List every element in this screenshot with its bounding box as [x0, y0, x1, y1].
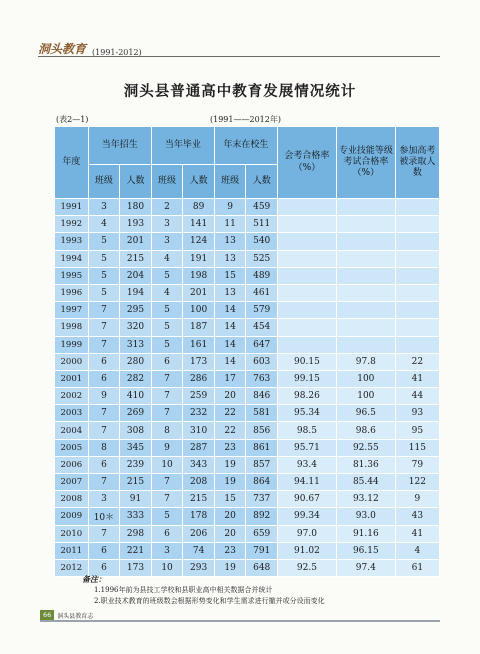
- year-cell: 1998: [55, 319, 89, 336]
- admitted-cell: 44: [395, 388, 439, 405]
- end-classes-cell: 15: [214, 267, 246, 284]
- end-people-cell: 603: [246, 353, 278, 370]
- enroll-people-cell: 298: [120, 525, 152, 542]
- skill-rate-cell: 93.0: [336, 508, 395, 525]
- end-people-cell: 659: [246, 525, 278, 542]
- skill-rate-cell: [336, 250, 395, 267]
- year-cell: 2000: [55, 353, 89, 370]
- skill-rate-cell: 98.6: [336, 422, 395, 439]
- exam-rate-cell: [277, 284, 336, 301]
- skill-rate-cell: 100: [336, 370, 395, 387]
- notes-label: 备注：: [82, 574, 106, 584]
- enroll-people-cell: 308: [120, 422, 152, 439]
- year-cell: 1991: [55, 199, 89, 216]
- grad-classes-cell: 7: [151, 474, 183, 491]
- end-classes-cell: 22: [214, 405, 246, 422]
- end-people-cell: 454: [246, 319, 278, 336]
- table-row: [55, 250, 440, 267]
- end-classes-cell: 9: [214, 199, 246, 216]
- end-people-cell: 763: [246, 370, 278, 387]
- grad-people-cell: 191: [183, 250, 215, 267]
- year-cell: 2007: [55, 474, 89, 491]
- grad-classes-cell: 4: [151, 284, 183, 301]
- table-row: [55, 525, 440, 542]
- exam-rate-cell: 99.34: [277, 508, 336, 525]
- admitted-cell: [395, 199, 439, 216]
- exam-rate-cell: 98.26: [277, 388, 336, 405]
- grad-people-cell: 215: [183, 491, 215, 508]
- end-classes-cell: 14: [214, 302, 246, 319]
- enroll-people-cell: 193: [120, 216, 152, 233]
- end-people-cell: 581: [246, 405, 278, 422]
- end-classes-cell: 13: [214, 233, 246, 250]
- end-people-cell: 856: [246, 422, 278, 439]
- header-graduation: 当年毕业: [151, 127, 214, 165]
- end-classes-cell: 23: [214, 542, 246, 559]
- enroll-people-cell: 345: [120, 439, 152, 456]
- enroll-classes-cell: 5: [88, 267, 120, 284]
- end-classes-cell: 20: [214, 525, 246, 542]
- enroll-people-cell: 239: [120, 456, 152, 473]
- exam-rate-cell: [277, 267, 336, 284]
- grad-people-cell: 208: [183, 474, 215, 491]
- subheader-people: 人数: [183, 165, 215, 199]
- grad-classes-cell: 5: [151, 336, 183, 353]
- exam-rate-cell: 95.71: [277, 439, 336, 456]
- table-row: [55, 474, 440, 491]
- header-exam-pass-rate: 会考合格率（%）: [277, 127, 336, 199]
- admitted-cell: 43: [395, 508, 439, 525]
- enroll-classes-cell: 3: [88, 199, 120, 216]
- header-skill-pass-rate: 专业技能等级考试合格率（%）: [336, 127, 395, 199]
- exam-rate-cell: 90.67: [277, 491, 336, 508]
- enroll-people-cell: 204: [120, 267, 152, 284]
- enroll-classes-cell: 6: [88, 456, 120, 473]
- grad-classes-cell: 9: [151, 439, 183, 456]
- enroll-classes-cell: 7: [88, 405, 120, 422]
- year-cell: 2010: [55, 525, 89, 542]
- end-people-cell: 459: [246, 199, 278, 216]
- year-cell: 2001: [55, 370, 89, 387]
- skill-rate-cell: 93.12: [336, 491, 395, 508]
- admitted-cell: [395, 302, 439, 319]
- end-people-cell: 461: [246, 284, 278, 301]
- table-row: [55, 491, 440, 508]
- skill-rate-cell: 97.8: [336, 353, 395, 370]
- end-classes-cell: 14: [214, 319, 246, 336]
- grad-people-cell: 124: [183, 233, 215, 250]
- end-classes-cell: 23: [214, 439, 246, 456]
- enroll-people-cell: 221: [120, 542, 152, 559]
- end-people-cell: 892: [246, 508, 278, 525]
- header-brand: 洞头教育: [38, 42, 87, 56]
- year-cell: 2003: [55, 405, 89, 422]
- grad-classes-cell: 4: [151, 250, 183, 267]
- enroll-people-cell: 410: [120, 388, 152, 405]
- end-people-cell: 647: [246, 336, 278, 353]
- skill-rate-cell: 81.36: [336, 456, 395, 473]
- enroll-classes-cell: 7: [88, 422, 120, 439]
- end-classes-cell: 20: [214, 508, 246, 525]
- skill-rate-cell: 96.5: [336, 405, 395, 422]
- enroll-classes-cell: 6: [88, 353, 120, 370]
- enroll-classes-cell: 6: [88, 559, 120, 576]
- grad-classes-cell: 8: [151, 422, 183, 439]
- enroll-people-cell: 280: [120, 353, 152, 370]
- exam-rate-cell: 93.4: [277, 456, 336, 473]
- exam-rate-cell: [277, 199, 336, 216]
- end-classes-cell: 13: [214, 250, 246, 267]
- page-title: 洞头县普通高中教育发展情况统计: [123, 83, 357, 100]
- skill-rate-cell: [336, 302, 395, 319]
- header-admitted-count: 参加高考被录取人数: [395, 127, 439, 199]
- exam-rate-cell: [277, 302, 336, 319]
- enroll-classes-cell: 5: [88, 233, 120, 250]
- grad-people-cell: 178: [183, 508, 215, 525]
- grad-classes-cell: 5: [151, 319, 183, 336]
- skill-rate-cell: [336, 233, 395, 250]
- table-row: [55, 319, 440, 336]
- grad-people-cell: 286: [183, 370, 215, 387]
- year-cell: 1996: [55, 284, 89, 301]
- table-row: [55, 267, 440, 284]
- enroll-classes-cell: 5: [88, 284, 120, 301]
- grad-classes-cell: 6: [151, 525, 183, 542]
- enroll-classes-cell: 3: [88, 491, 120, 508]
- page-footer: [40, 610, 93, 620]
- table-row: [55, 422, 440, 439]
- enroll-classes-cell: 10＊: [88, 508, 120, 525]
- admitted-cell: 95: [395, 422, 439, 439]
- grad-people-cell: 232: [183, 405, 215, 422]
- enroll-people-cell: 194: [120, 284, 152, 301]
- year-cell: 2004: [55, 422, 89, 439]
- enroll-people-cell: 215: [120, 474, 152, 491]
- grad-classes-cell: 5: [151, 302, 183, 319]
- end-people-cell: 489: [246, 267, 278, 284]
- grad-people-cell: 287: [183, 439, 215, 456]
- enroll-people-cell: 215: [120, 250, 152, 267]
- skill-rate-cell: [336, 336, 395, 353]
- admitted-cell: 4: [395, 542, 439, 559]
- admitted-cell: [395, 250, 439, 267]
- enroll-people-cell: 313: [120, 336, 152, 353]
- skill-rate-cell: 91.16: [336, 525, 395, 542]
- header-year: 年度: [55, 127, 89, 199]
- admitted-cell: [395, 284, 439, 301]
- table-row: [55, 405, 440, 422]
- grad-people-cell: 198: [183, 267, 215, 284]
- admitted-cell: [395, 216, 439, 233]
- admitted-cell: [395, 233, 439, 250]
- admitted-cell: 93: [395, 405, 439, 422]
- table-row: [55, 542, 440, 559]
- skill-rate-cell: [336, 319, 395, 336]
- admitted-cell: [395, 319, 439, 336]
- admitted-cell: [395, 267, 439, 284]
- enroll-classes-cell: 6: [88, 542, 120, 559]
- grad-people-cell: 74: [183, 542, 215, 559]
- end-people-cell: 737: [246, 491, 278, 508]
- year-cell: 2012: [55, 559, 89, 576]
- exam-rate-cell: [277, 216, 336, 233]
- year-cell: 2005: [55, 439, 89, 456]
- enroll-classes-cell: 4: [88, 216, 120, 233]
- grad-classes-cell: 3: [151, 216, 183, 233]
- end-classes-cell: 19: [214, 456, 246, 473]
- admitted-cell: 41: [395, 370, 439, 387]
- end-people-cell: 511: [246, 216, 278, 233]
- end-people-cell: 846: [246, 388, 278, 405]
- subheader-classes: 班级: [151, 165, 183, 199]
- table-row: [55, 353, 440, 370]
- admitted-cell: [395, 336, 439, 353]
- grad-classes-cell: 6: [151, 353, 183, 370]
- table-row: [55, 456, 440, 473]
- grad-classes-cell: 5: [151, 267, 183, 284]
- exam-rate-cell: [277, 233, 336, 250]
- grad-classes-cell: 2: [151, 199, 183, 216]
- end-classes-cell: 19: [214, 559, 246, 576]
- admitted-cell: 115: [395, 439, 439, 456]
- end-people-cell: 864: [246, 474, 278, 491]
- subheader-classes: 班级: [88, 165, 120, 199]
- exam-rate-cell: [277, 336, 336, 353]
- exam-rate-cell: 91.02: [277, 542, 336, 559]
- enroll-classes-cell: 6: [88, 370, 120, 387]
- enroll-classes-cell: 7: [88, 302, 120, 319]
- enroll-people-cell: 333: [120, 508, 152, 525]
- year-cell: 1995: [55, 267, 89, 284]
- exam-rate-cell: 95.34: [277, 405, 336, 422]
- admitted-cell: 61: [395, 559, 439, 576]
- table-row: [55, 233, 440, 250]
- enroll-classes-cell: 7: [88, 319, 120, 336]
- enroll-classes-cell: 8: [88, 439, 120, 456]
- end-classes-cell: 11: [214, 216, 246, 233]
- header-enrollment: 当年招生: [88, 127, 151, 165]
- enroll-people-cell: 91: [120, 491, 152, 508]
- table-row: [55, 508, 440, 525]
- table-row: [55, 199, 440, 216]
- exam-rate-cell: 97.0: [277, 525, 336, 542]
- footer-divider: [40, 620, 440, 622]
- enroll-people-cell: 269: [120, 405, 152, 422]
- end-classes-cell: 14: [214, 353, 246, 370]
- enroll-classes-cell: 7: [88, 474, 120, 491]
- table-body: [55, 199, 440, 577]
- year-cell: 2006: [55, 456, 89, 473]
- enroll-classes-cell: 7: [88, 336, 120, 353]
- table-row: [55, 439, 440, 456]
- enroll-people-cell: 320: [120, 319, 152, 336]
- skill-rate-cell: 85.44: [336, 474, 395, 491]
- header-years: (1991-2012): [92, 48, 142, 57]
- grad-classes-cell: 7: [151, 370, 183, 387]
- skill-rate-cell: [336, 267, 395, 284]
- grad-people-cell: 206: [183, 525, 215, 542]
- table-row: [55, 388, 440, 405]
- exam-rate-cell: [277, 319, 336, 336]
- admitted-cell: 122: [395, 474, 439, 491]
- admitted-cell: 41: [395, 525, 439, 542]
- end-people-cell: 791: [246, 542, 278, 559]
- table-row: [55, 370, 440, 387]
- grad-classes-cell: 10: [151, 559, 183, 576]
- page-header: [38, 40, 142, 57]
- skill-rate-cell: 100: [336, 388, 395, 405]
- grad-classes-cell: 7: [151, 388, 183, 405]
- skill-rate-cell: 97.4: [336, 559, 395, 576]
- exam-rate-cell: 90.15: [277, 353, 336, 370]
- skill-rate-cell: 96.15: [336, 542, 395, 559]
- grad-people-cell: 343: [183, 456, 215, 473]
- table-row: [55, 284, 440, 301]
- enroll-classes-cell: 9: [88, 388, 120, 405]
- end-classes-cell: 17: [214, 370, 246, 387]
- year-cell: 2009: [55, 508, 89, 525]
- grad-people-cell: 187: [183, 319, 215, 336]
- grad-people-cell: 100: [183, 302, 215, 319]
- grad-people-cell: 89: [183, 199, 215, 216]
- year-cell: 2011: [55, 542, 89, 559]
- exam-rate-cell: 98.5: [277, 422, 336, 439]
- end-classes-cell: 19: [214, 474, 246, 491]
- enroll-people-cell: 180: [120, 199, 152, 216]
- table-row: [55, 216, 440, 233]
- enroll-people-cell: 173: [120, 559, 152, 576]
- end-people-cell: 540: [246, 233, 278, 250]
- grad-people-cell: 161: [183, 336, 215, 353]
- end-classes-cell: 13: [214, 284, 246, 301]
- grad-people-cell: 310: [183, 422, 215, 439]
- header-year-end-students: 年末在校生: [214, 127, 277, 165]
- admitted-cell: 9: [395, 491, 439, 508]
- end-classes-cell: 14: [214, 336, 246, 353]
- subheader-classes: 班级: [214, 165, 246, 199]
- year-cell: 2008: [55, 491, 89, 508]
- statistics-table: [54, 126, 440, 577]
- admitted-cell: 79: [395, 456, 439, 473]
- end-people-cell: 857: [246, 456, 278, 473]
- end-classes-cell: 15: [214, 491, 246, 508]
- publication-name: 洞头县教育志: [57, 612, 94, 620]
- grad-classes-cell: 7: [151, 405, 183, 422]
- grad-classes-cell: 7: [151, 491, 183, 508]
- subheader-people: 人数: [120, 165, 152, 199]
- table-period: (1991——2012年): [210, 115, 281, 124]
- year-cell: 2002: [55, 388, 89, 405]
- year-cell: 1992: [55, 216, 89, 233]
- enroll-people-cell: 282: [120, 370, 152, 387]
- end-classes-cell: 22: [214, 422, 246, 439]
- admitted-cell: 22: [395, 353, 439, 370]
- grad-classes-cell: 3: [151, 542, 183, 559]
- year-cell: 1993: [55, 233, 89, 250]
- table-row: [55, 336, 440, 353]
- page-number: 66: [40, 610, 54, 620]
- end-people-cell: 579: [246, 302, 278, 319]
- grad-people-cell: 173: [183, 353, 215, 370]
- grad-people-cell: 259: [183, 388, 215, 405]
- skill-rate-cell: [336, 216, 395, 233]
- year-cell: 1994: [55, 250, 89, 267]
- enroll-people-cell: 295: [120, 302, 152, 319]
- year-cell: 1999: [55, 336, 89, 353]
- exam-rate-cell: 92.5: [277, 559, 336, 576]
- grad-classes-cell: 10: [151, 456, 183, 473]
- end-classes-cell: 20: [214, 388, 246, 405]
- grad-classes-cell: 3: [151, 233, 183, 250]
- skill-rate-cell: [336, 199, 395, 216]
- skill-rate-cell: [336, 284, 395, 301]
- note-item: 2.职业技术教育的班级数会根据形势变化和学生需求进行撤并或分设而变化: [94, 597, 325, 605]
- exam-rate-cell: 99.15: [277, 370, 336, 387]
- table-row: [55, 302, 440, 319]
- end-people-cell: 525: [246, 250, 278, 267]
- year-cell: 1997: [55, 302, 89, 319]
- grad-classes-cell: 5: [151, 508, 183, 525]
- exam-rate-cell: [277, 250, 336, 267]
- enroll-classes-cell: 5: [88, 250, 120, 267]
- table-number: (表2—1): [56, 115, 89, 124]
- grad-people-cell: 293: [183, 559, 215, 576]
- notes: [82, 574, 325, 607]
- skill-rate-cell: 92.55: [336, 439, 395, 456]
- enroll-classes-cell: 7: [88, 525, 120, 542]
- enroll-people-cell: 201: [120, 233, 152, 250]
- note-item: 1.1996年前为县技工学校和县职业高中相关数据合并统计: [94, 586, 273, 594]
- end-people-cell: 648: [246, 559, 278, 576]
- grad-people-cell: 201: [183, 284, 215, 301]
- exam-rate-cell: 94.11: [277, 474, 336, 491]
- subheader-people: 人数: [246, 165, 278, 199]
- header-divider: [38, 56, 440, 57]
- grad-people-cell: 141: [183, 216, 215, 233]
- end-people-cell: 861: [246, 439, 278, 456]
